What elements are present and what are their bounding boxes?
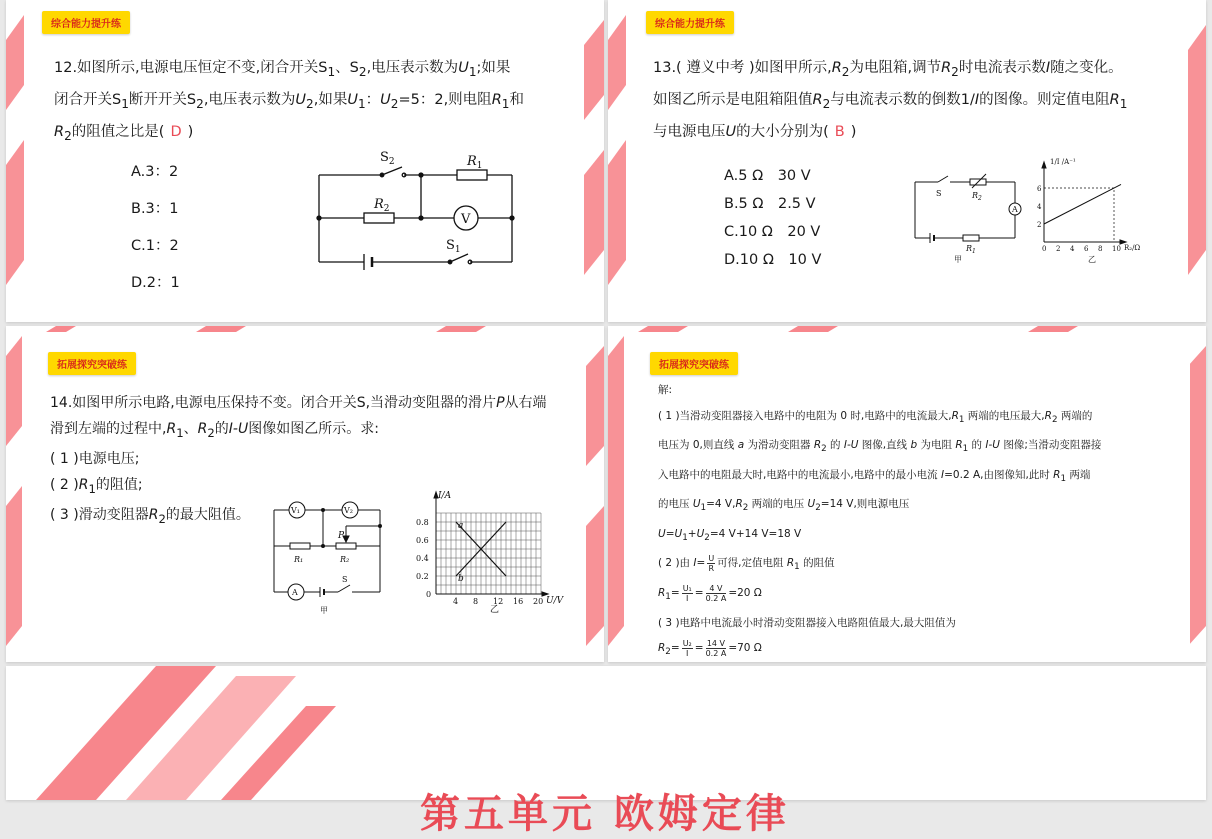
sub-question-2: ( 2 )$R_1$的阻值; [50, 476, 143, 496]
y-tick-label: 0 [426, 590, 432, 599]
x-tick-label: 8 [473, 597, 479, 606]
svg-text:S1: $S_1$ [446, 238, 461, 255]
slide-1[interactable] [6, 0, 604, 322]
svg-text:V₂: V₂ [344, 506, 353, 515]
sub-question-3: ( 3 )滑动变阻器$R_2$的最大阻值。 [50, 506, 250, 526]
graph-caption: 乙 [1088, 255, 1096, 264]
x-tick-label: 12 [493, 597, 504, 606]
svg-text:S: S [936, 189, 942, 198]
svg-text:S: S [342, 575, 348, 584]
x-axis-label: U/V [546, 596, 564, 606]
y-tick-label: 0.4 [416, 554, 429, 563]
option-c[interactable]: C.10 Ω 20 V [724, 224, 821, 240]
question-14-text: 14.如图甲所示电路,电源电压保持不变。闭合开关S,当滑动变阻器的滑片P从右端 滑到左端的过程中$,R_1$、$R_2$的I-U图像如图乙所示。求: ( 1 )电源电压; ( 2 )$R_1$的阻值; ( 3 )滑动变阻器$R_2$的最大阻值。 [50, 395, 547, 526]
option-d[interactable]: D.10 Ω 10 V [724, 252, 822, 268]
option-c[interactable]: C.1：2 [131, 238, 179, 254]
section-tag: 拓展探究突破练 [650, 352, 738, 375]
option-a[interactable]: A.3：2 [131, 164, 179, 180]
x-tick-label: 20 [533, 597, 544, 606]
svg-text:P: P [338, 531, 345, 541]
svg-text:R1: $R_1$ [966, 244, 976, 255]
line-a-label: a [458, 521, 464, 531]
y-tick-label: 4 [1037, 203, 1042, 211]
svg-text:V: V [461, 212, 471, 227]
circuit-diagram-13 [910, 172, 1030, 267]
svg-text:S2: $S_2$ [380, 150, 395, 167]
y-tick-label: 0.2 [416, 572, 429, 581]
svg-text:R1: $R_1$ [467, 154, 483, 171]
graph-14 [410, 486, 580, 616]
data-line [1044, 184, 1121, 224]
option-b[interactable]: B.3：1 [131, 201, 179, 217]
svg-text:A: A [292, 588, 298, 597]
slide-5-decoration [6, 666, 1206, 800]
option-d[interactable]: D.2：1 [131, 275, 180, 291]
svg-text:R2: $R_2$ [374, 197, 390, 214]
section-tag: 拓展探究突破练 [48, 352, 136, 375]
answer-13: B [834, 123, 845, 140]
slide-5[interactable] [6, 666, 1206, 800]
svg-text:R2: $R_2$ [972, 191, 982, 202]
answer-12: D [170, 123, 182, 140]
option-b[interactable]: B.5 Ω 2.5 V [724, 196, 816, 212]
svg-text:R₂: R₂ [340, 555, 350, 564]
svg-text:A: A [1012, 205, 1018, 214]
y-axis-label: 1/I /A⁻¹ [1050, 158, 1076, 166]
section-tag: 综合能力提升练 [646, 11, 734, 34]
svg-text:R₁: R₁ [294, 555, 304, 564]
circuit-diagram-12 [312, 145, 522, 270]
circuit-diagram-14 [268, 498, 393, 618]
sub-question-1: ( 1 )电源电压; [50, 450, 140, 467]
y-tick-label: 0.6 [416, 536, 429, 545]
graph-caption: 乙 [490, 605, 500, 615]
solution-text: 解: ( 1 )当滑动变阻器接入电路中的电阻为 0 时,电路中的电流最大$,R_1$ 两端的电压最大$,R_2$ 两端的 电压为 0,则直线 a 为滑动变阻器 $R_2$ 的 I-U 图像,直线 b 为电阻 $R_1$ 的 I-U 图像;当滑动变阻器接 入电路中的电阻最大时,电路中的电流最小,电路中的最小电流 I=0.2 A,由图像知,此时 $R_1$ 两端 的电压 $U_1=4$ $V,R_2$ 两端的电压 $U_2=14$ V,则电源电压 $U=U_1+U_2=4$ V+14 V=18 V ( 2 )由 I= $\frac{U}{R}$ 可得,定值电阻 $R_1$ 的阻值 $R_1=$ $\frac{\text{U₁}}{I}$ = $\frac{4 V}{0.2 A}$ =20 Ω ( 3 )电路中电流最小时滑动变阻器接入电路阻值最大,最大阻值为 $R_2=$ $\frac{\text{U₂}}{I}$ = $\frac{14 V}{0.2 A}$ =70 Ω [658, 384, 1102, 658]
svg-text:V₁: V₁ [291, 506, 300, 515]
x-axis-label: R₂/Ω [1124, 244, 1141, 252]
x-tick-label: 8 [1098, 245, 1103, 253]
option-a[interactable]: A.5 Ω 30 V [724, 168, 811, 184]
x-tick-label: 4 [1070, 245, 1075, 253]
question-13-text: 13.( 遵义中考 )如图甲所示$,R_2$为电阻箱,调节$R_2$时电流表示数I随之变化。 如图乙所示是电阻箱阻值$R_2$与电流表示数的倒数1/I的图像。则定值电阻$R_1$ 与电源电压U的大小分别为( B ) [653, 60, 1128, 140]
question-12-text: 12.如图所示,电源电压恒定不变,闭合开关$S_1$、$S_2$,电压表示数为$U_1$;如果 闭合开关$S_1$断开开关$S_2$,电压表示数为$U_2$,如果$U_1$：$U_2=5$：2,则电阻$R_1$和 $R_2$的阻值之比是( D ) [54, 60, 524, 143]
x-tick-label: 10 [1112, 245, 1121, 253]
y-tick-label: 0.8 [416, 518, 429, 527]
slide-2[interactable] [608, 0, 1206, 322]
x-tick-label: 16 [513, 597, 524, 606]
y-tick-label: 6 [1037, 185, 1042, 193]
x-tick-label: 2 [1056, 245, 1061, 253]
x-tick-label: 4 [453, 597, 459, 606]
slide-4[interactable] [608, 326, 1206, 662]
svg-text:甲: 甲 [954, 255, 962, 264]
x-tick-label: 0 [1042, 245, 1047, 253]
y-axis-label: I/A [438, 491, 452, 501]
guide-line [1044, 188, 1114, 242]
line-b-label: b [458, 574, 464, 584]
graph-13 [1036, 148, 1156, 268]
y-tick-label: 2 [1037, 221, 1042, 229]
svg-text:甲: 甲 [320, 606, 328, 615]
unit-title: 第五单元 欧姆定律 [420, 791, 790, 837]
x-tick-label: 6 [1084, 245, 1089, 253]
slide-3[interactable] [6, 326, 604, 662]
section-tag: 综合能力提升练 [42, 11, 130, 34]
